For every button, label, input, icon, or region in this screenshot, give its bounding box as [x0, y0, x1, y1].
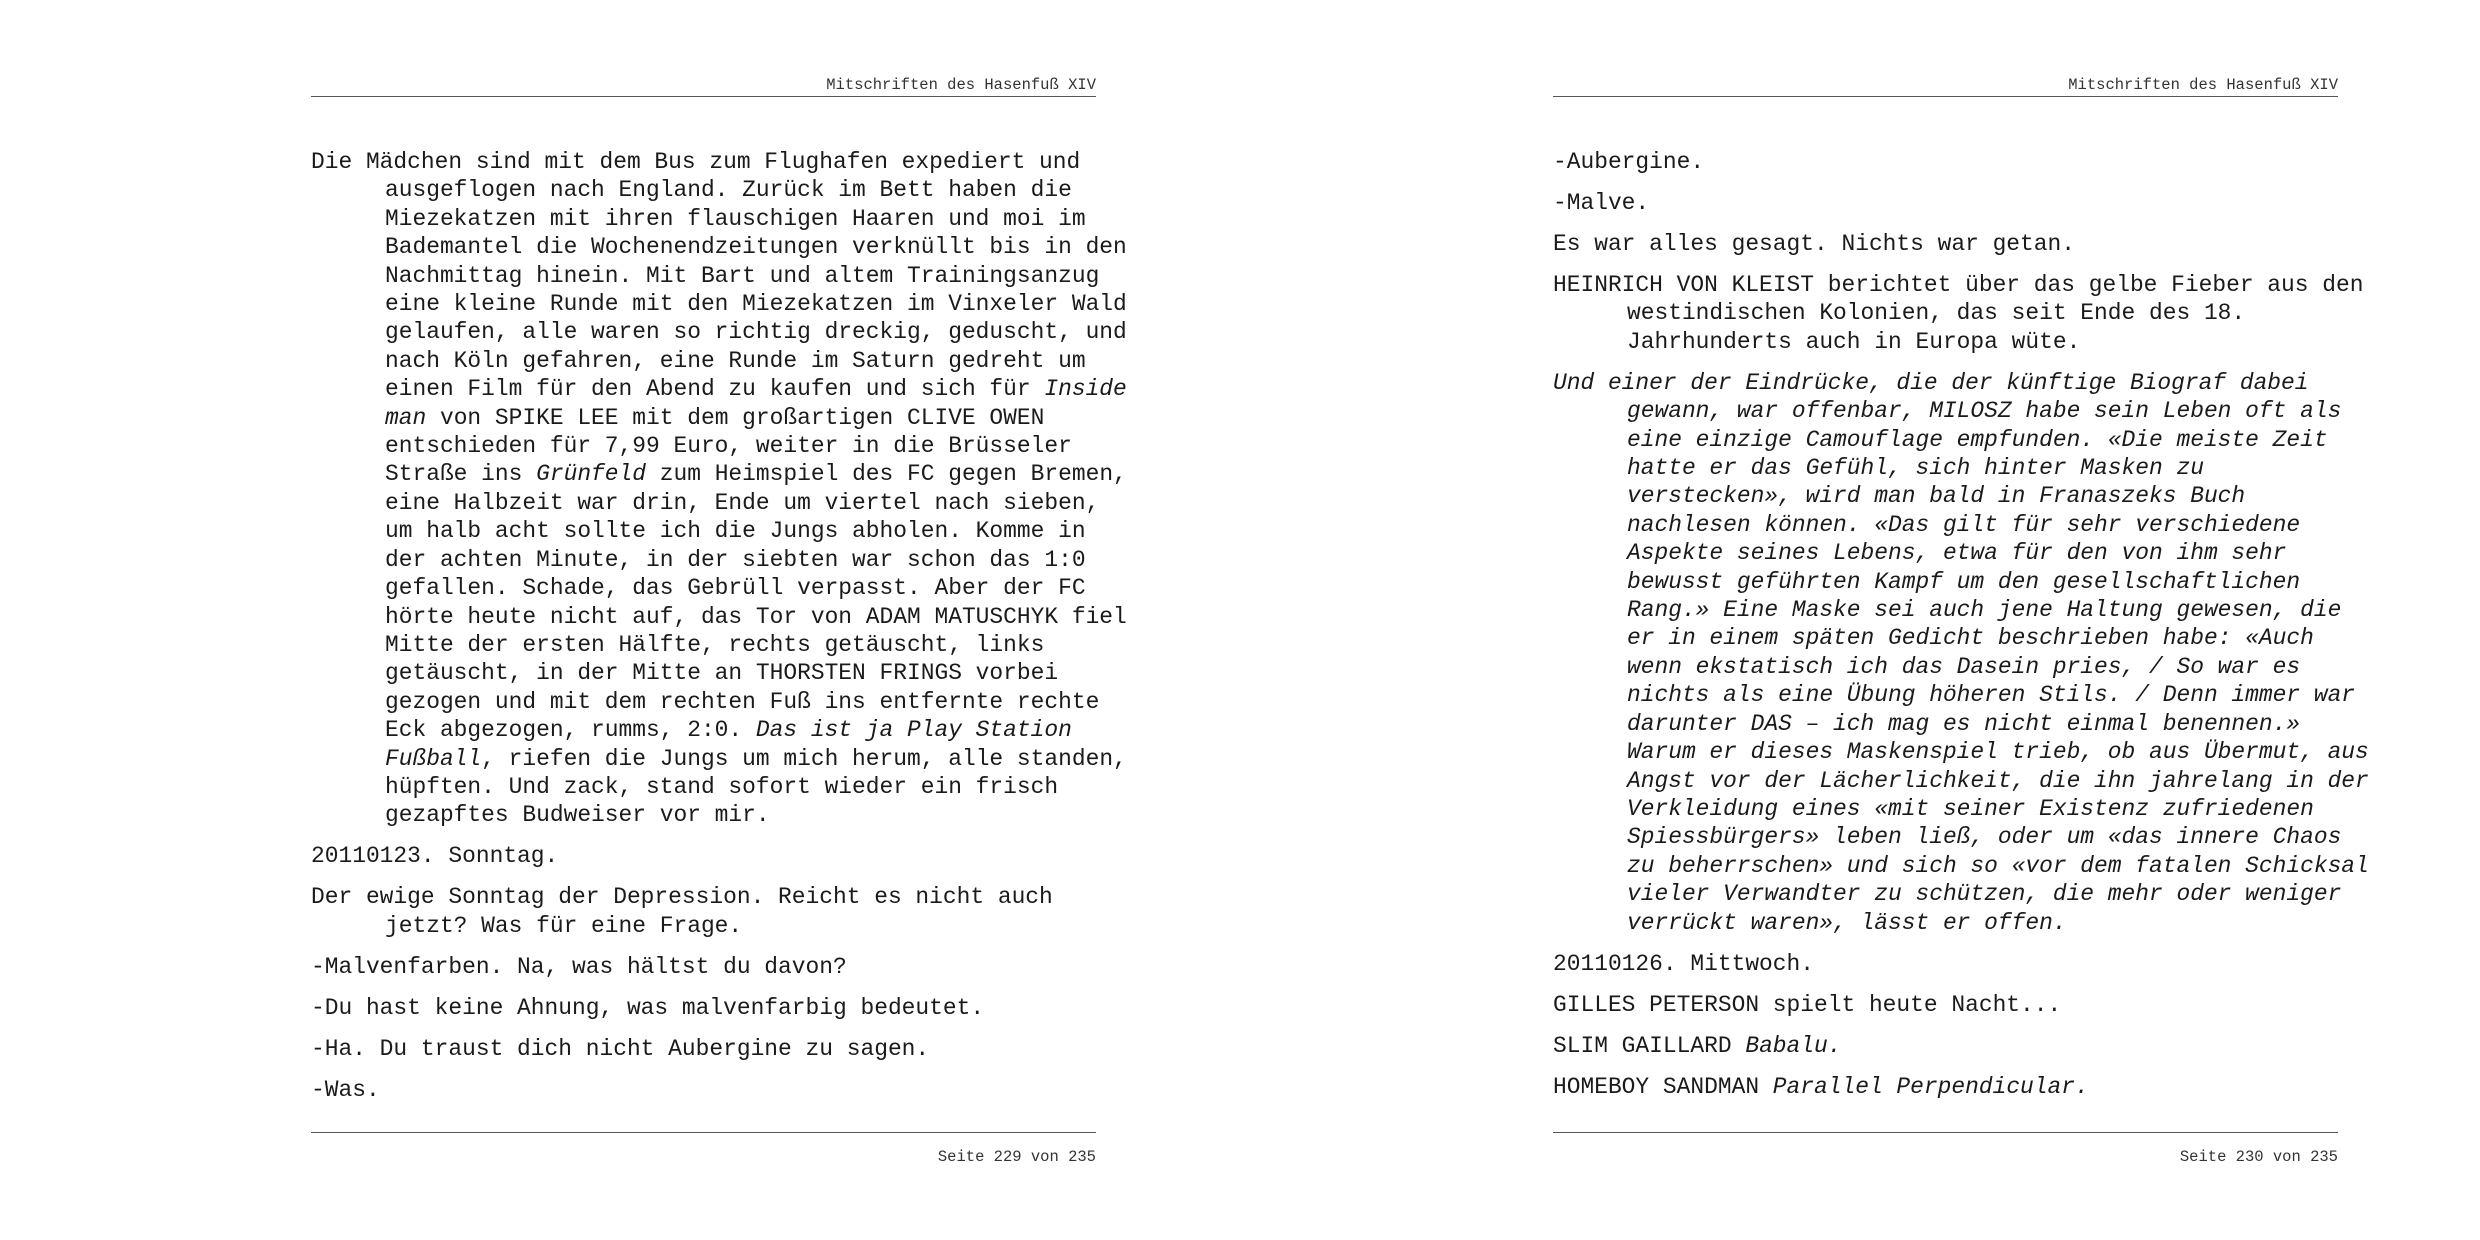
- text-line: -Ha. Du traust dich nicht Aubergine zu sagen.: [311, 1035, 930, 1062]
- text-line: Rang.» Eine Maske sei auch jene Haltung gewesen, die: [1627, 597, 2342, 624]
- date-heading: [311, 842, 1096, 870]
- text-line: Die Mädchen sind mit dem Bus zum Flughafen expediert und: [311, 149, 1081, 175]
- dialogue-line: [311, 1035, 1096, 1063]
- text-line: , riefen die Jungs um mich herum, alle standen,: [481, 745, 1127, 772]
- text-line: -Du hast keine Ahnung, was malvenfarbig bedeutet.: [311, 994, 985, 1021]
- text-line: Warum er dieses Maskenspiel trieb, ob aus Übermut, aus: [1627, 739, 2369, 766]
- text-line: getäuscht, in der Mitte an THORSTEN FRINGS vorbei: [385, 660, 1059, 687]
- text-line: zum Heimspiel des FC gegen Bremen,: [646, 461, 1127, 488]
- dialogue-line: [311, 1076, 1096, 1104]
- text-line: Der ewige Sonntag der Depression. Reicht es nicht auch: [311, 884, 1053, 911]
- text-line: vieler Verwandter zu schützen, die mehr oder weniger: [1627, 881, 2342, 908]
- film-title-italic: Inside: [1044, 376, 1127, 403]
- text-line: bewusst geführten Kampf um den gesellschaftlichen: [1627, 568, 2301, 595]
- text-line: gelaufen, alle waren so richtig dreckig, geduscht, und: [385, 319, 1127, 346]
- text-line: westindischen Kolonien, das seit Ende des 18.: [1627, 300, 2246, 327]
- track-title-italic: Parallel Perpendicular.: [1772, 1073, 2089, 1100]
- text-line: Angst vor der Lächerlichkeit, die ihn jahrelang in der: [1627, 767, 2369, 794]
- text-line: er in einem späten Gedicht beschrieben habe: «Auch: [1627, 625, 2314, 652]
- track-title-italic: Babalu.: [1745, 1032, 1842, 1059]
- text-line: HEINRICH VON KLEIST berichtet über das gelbe Fieber aus den: [1553, 272, 2364, 298]
- dialogue-line: [1553, 189, 2338, 217]
- paragraph-diary-entry: [311, 148, 1127, 830]
- dialogue-line: [1553, 148, 2338, 176]
- running-header: Mitschriften des Hasenfuß XIV: [2068, 76, 2338, 94]
- text-line: Bademantel die Wochenendzeitungen verknüllt bis in den: [385, 234, 1127, 261]
- text-line: Jahrhunderts auch in Europa wüte.: [1627, 328, 2081, 355]
- paragraph: [311, 883, 1096, 940]
- track-listing: [1553, 1032, 2338, 1060]
- artist-name: HOMEBOY SANDMAN: [1553, 1073, 1773, 1100]
- text-line: nachlesen können. «Das gilt für sehr verschiedene: [1627, 511, 2301, 538]
- quoted-passage: [1553, 369, 2369, 937]
- page-right: [1553, 0, 2369, 1240]
- header-rule: [311, 96, 1096, 97]
- dialogue-line: [311, 953, 1096, 981]
- text-line: darunter DAS – ich mag es nicht einmal benennen.»: [1627, 710, 2301, 737]
- text-line: einen Film für den Abend zu kaufen und sich für: [385, 376, 1045, 403]
- text-line: Verkleidung eines «mit seiner Existenz zufriedenen: [1627, 795, 2314, 822]
- text-line: Miezekatzen mit ihren flauschigen Haaren und moi im: [385, 205, 1086, 232]
- text-line: gezapftes Budweiser vor mir.: [385, 802, 770, 829]
- text-line: eine kleine Runde mit den Miezekatzen im Vinxeler Wald: [385, 291, 1127, 318]
- text-line: Nachmittag hinein. Mit Bart und altem Trainingsanzug: [385, 262, 1100, 289]
- text-line: -Aubergine.: [1553, 149, 1705, 175]
- text-line: 20110126. Mittwoch.: [1553, 950, 1814, 977]
- text-line: Und einer der Eindrücke, die der künftige Biograf dabei: [1553, 369, 2309, 396]
- text-line: Eck abgezogen, rumms, 2:0.: [385, 717, 756, 744]
- text-line: Straße ins: [385, 461, 537, 488]
- text-line: Aspekte seines Lebens, etwa für den von ihm sehr: [1627, 540, 2287, 567]
- header-rule: [1553, 96, 2338, 97]
- text-line: gefallen. Schade, das Gebrüll verpasst. Aber der FC: [385, 575, 1086, 602]
- page-number: Seite 229 von 235: [937, 1148, 1096, 1166]
- text-line: eine Halbzeit war drin, Ende um viertel nach sieben,: [385, 489, 1100, 516]
- page-body: [311, 148, 1127, 1117]
- footer-rule: [311, 1132, 1096, 1133]
- text-line: entschieden für 7,99 Euro, weiter in die Brüsseler: [385, 433, 1072, 460]
- text-line: Spiessbürgers» leben ließ, oder um «das innere Chaos: [1627, 824, 2342, 851]
- quote-italic: Das ist ja Play Station: [755, 717, 1072, 744]
- text-line: hatte er das Gefühl, sich hinter Masken zu: [1627, 455, 2204, 482]
- text-line: der achten Minute, in der siebten war schon das 1:0: [385, 546, 1086, 573]
- text-line: von SPIKE LEE mit dem großartigen CLIVE OWEN: [426, 404, 1045, 431]
- text-line: nichts als eine Übung höheren Stils. / Denn immer war: [1627, 682, 2356, 709]
- text-line: jetzt? Was für eine Frage.: [385, 912, 743, 939]
- date-heading: [1553, 950, 2338, 978]
- artist-name: SLIM GAILLARD: [1553, 1032, 1746, 1059]
- film-title-italic: man: [385, 404, 427, 431]
- page-body: [1553, 148, 2369, 1114]
- text-line: 20110123. Sonntag.: [311, 843, 559, 870]
- quote-italic: Fußball: [385, 745, 482, 772]
- paragraph: [1553, 230, 2338, 258]
- text-line: verrückt waren», lässt er offen.: [1627, 909, 2067, 936]
- text-line: hörte heute nicht auf, das Tor von ADAM MATUSCHYK fiel: [385, 603, 1127, 630]
- text-line: -Malve.: [1553, 190, 1650, 216]
- track-listing: [1553, 1073, 2338, 1101]
- paragraph: [1553, 271, 2364, 356]
- text-line: GILLES PETERSON spielt heute Nacht...: [1553, 991, 2062, 1018]
- text-line: gewann, war offenbar, MILOSZ habe sein Leben oft als: [1627, 398, 2342, 425]
- text-line: ausgeflogen nach England. Zurück im Bett haben die: [385, 177, 1072, 204]
- text-line: nach Köln gefahren, eine Runde im Saturn gedreht um: [385, 347, 1086, 374]
- text-line: um halb acht sollte ich die Jungs abholen. Komme in: [385, 518, 1086, 545]
- text-line: verstecken», wird man bald in Franaszeks Buch: [1627, 483, 2246, 510]
- paragraph: [1553, 991, 2338, 1019]
- dialogue-line: [311, 994, 1096, 1022]
- text-line: -Was.: [311, 1076, 380, 1103]
- page-number: Seite 230 von 235: [2179, 1148, 2338, 1166]
- text-line: hüpften. Und zack, stand sofort wieder ein frisch: [385, 773, 1059, 800]
- text-line: eine einzige Camouflage empfunden. «Die meiste Zeit: [1627, 426, 2328, 453]
- text-line: Es war alles gesagt. Nichts war getan.: [1553, 231, 2075, 257]
- venue-name-italic: Grünfeld: [536, 461, 647, 488]
- text-line: wenn ekstatisch ich das Dasein pries, / So war es: [1627, 653, 2301, 680]
- text-line: Mitte der ersten Hälfte, rechts getäuscht, links: [385, 631, 1045, 658]
- page-left: [311, 0, 1127, 1240]
- running-header: Mitschriften des Hasenfuß XIV: [826, 76, 1096, 94]
- text-line: gezogen und mit dem rechten Fuß ins entfernte rechte: [385, 688, 1100, 715]
- footer-rule: [1553, 1132, 2338, 1133]
- text-line: zu beherrschen» und sich so «vor dem fatalen Schicksal: [1627, 852, 2369, 879]
- text-line: -Malvenfarben. Na, was hältst du davon?: [311, 953, 847, 980]
